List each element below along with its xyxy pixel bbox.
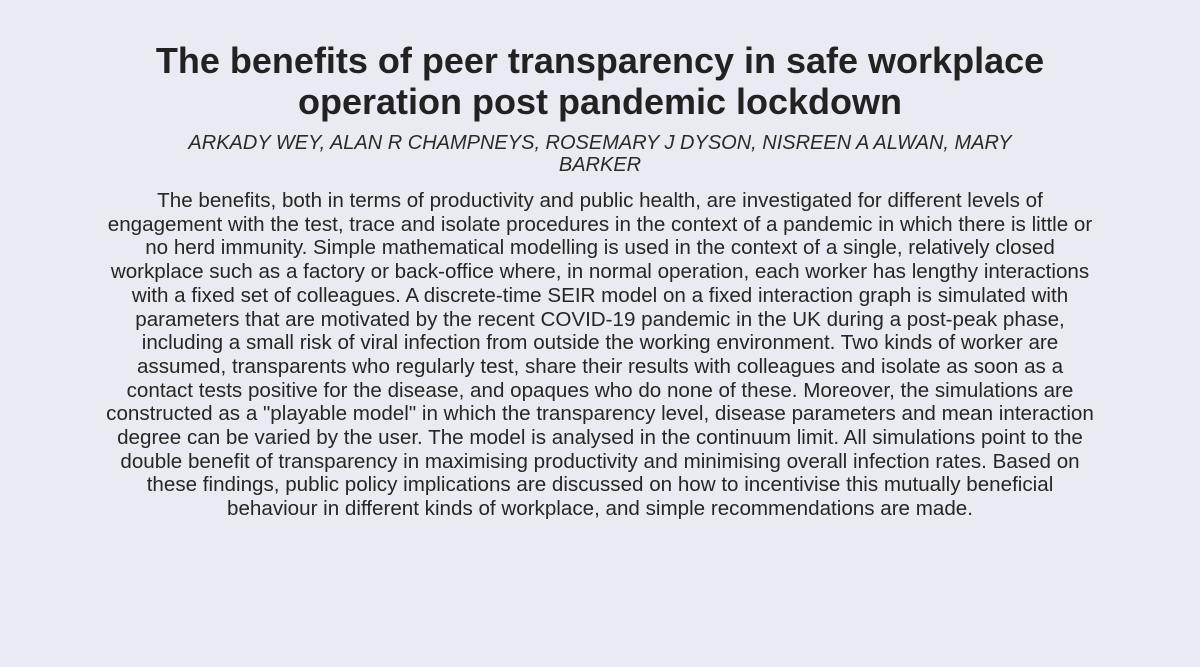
paper-authors: ARKADY WEY, ALAN R CHAMPNEYS, ROSEMARY J DYSON, NISREEN A ALWAN, MARY BARKER: [188, 132, 1012, 176]
paper-title: The benefits of peer transparency in safe workplace operation post pandemic lockdown: [155, 40, 1045, 122]
paper-abstract: The benefits, both in terms of productivity and public health, are investigated for different levels of engagement with the test, trace and isolate procedures in the context of a pandemic in which there is little or no herd immunity. Simple mathematical modelling is used in the context of a single, relatively closed workplace such as a factory or back-office where, in normal operation, each worker has lengthy interactions with a fixed set of colleagues. A discrete-time SEIR model on a fixed interaction graph is simulated with parameters that are motivated by the recent COVID-19 pandemic in the UK during a post-peak phase, including a small risk of viral infection from outside the working environment. Two kinds of worker are assumed, transparents who regularly test, share their results with colleagues and isolate as soon as a contact tests positive for the disease, and opaques who do none of these. Moreover, the simulations are constructed as a "playable model" in which the transparency level, disease parameters and mean interaction degree can be varied by the user. The model is analysed in the continuum limit. All simulations point to the double benefit of transparency in maximising productivity and minimising overall infection rates. Based on these findings, public policy implications are discussed on how to incentivise this mutually beneficial behaviour in different kinds of workplace, and simple recommendations are made.: [106, 189, 1094, 521]
